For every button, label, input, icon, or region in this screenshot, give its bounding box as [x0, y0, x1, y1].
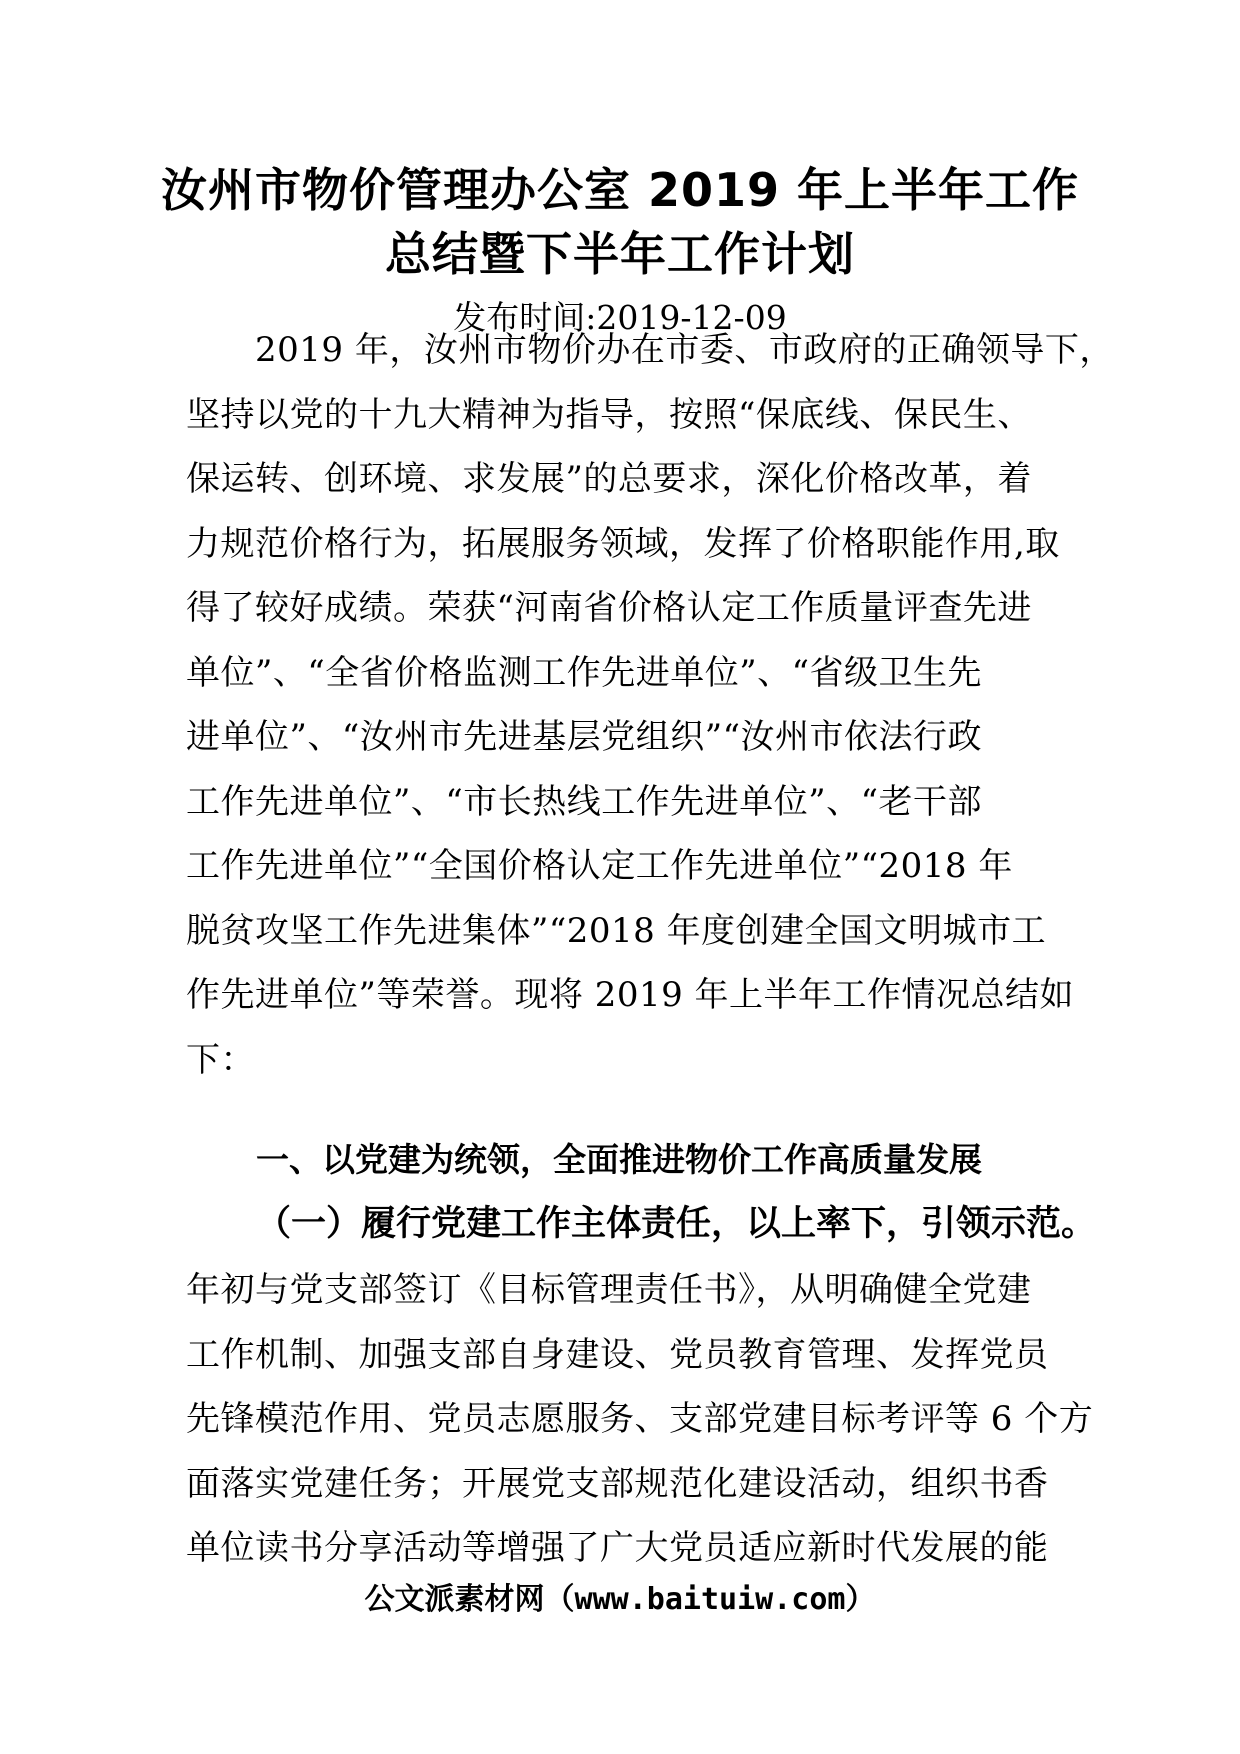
paragraph-line: 先锋模范作用、党员志愿服务、支部党建目标考评等 6 个方 — [186, 1399, 1094, 1439]
subsection-heading: （一）履行党建工作主体责任，以上率下，引领示范。 — [256, 1204, 1097, 1244]
paragraph-line: 脱贫攻坚工作先进集体”“2018 年度创建全国文明城市工 — [186, 910, 1047, 951]
paragraph-line: 工作先进单位”“全国价格认定工作先进单位”“2018 年 — [186, 846, 1013, 886]
paragraph-line: 工作机制、加强支部自身建设、党员教育管理、发挥党员 — [186, 1334, 1049, 1375]
publish-date-label: 发布时间: — [453, 298, 597, 337]
paragraph-line: 下： — [186, 1039, 255, 1080]
paragraph-line: 保运转、创环境、求发展”的总要求，深化价格改革，着 — [186, 459, 1032, 499]
paragraph-line: 作先进单位”等荣誉。现将 2019 年上半年工作情况总结如 — [186, 975, 1075, 1015]
paragraph-line: 坚持以党的十九大精神为指导，按照“保底线、保民生、 — [186, 394, 1032, 435]
paragraph-line: 单位读书分享活动等增强了广大党员适应新时代发展的能 — [186, 1528, 1049, 1568]
paragraph-line: 年初与党支部签订《目标管理责任书》，从明确健全党建 — [186, 1270, 1032, 1310]
title-line-1: 汝州市物价管理办公室 2019 年上半年工作 — [160, 163, 1080, 217]
paragraph-line: 工作先进单位”、“市长热线工作先进单位”、“老干部 — [186, 781, 983, 822]
document-title — [150, 158, 1090, 286]
intro-paragraph — [186, 318, 1114, 1092]
title-line-2: 总结暨下半年工作计划 — [385, 227, 855, 281]
paragraph-line: 单位”、“全省价格监测工作先进单位”、“省级卫生先 — [186, 652, 983, 693]
publish-date-value: 2019-12-09 — [596, 298, 787, 337]
paragraph-line: 面落实党建任务；开展党支部规范化建设活动，组织书香 — [186, 1463, 1049, 1504]
section-heading: 一、以党建为统领，全面推进物价工作高质量发展 — [256, 1140, 982, 1179]
paragraph-line: 进单位”、“汝州市先进基层党组织”“汝州市依法行政 — [186, 717, 983, 757]
paragraph-line: 力规范价格行为，拓展服务领域，发挥了价格职能作用,取 — [186, 523, 1060, 564]
subsection-paragraph — [186, 1258, 1094, 1581]
footer-watermark: 公文派素材网（www.baituiw.com） — [364, 1582, 876, 1617]
paragraph-line: 得了较好成绩。荣获“河南省价格认定工作质量评查先进 — [186, 588, 1032, 628]
paragraph-line: 2019 年，汝州市物价办在市委、市政府的正确领导下， — [186, 330, 1114, 370]
